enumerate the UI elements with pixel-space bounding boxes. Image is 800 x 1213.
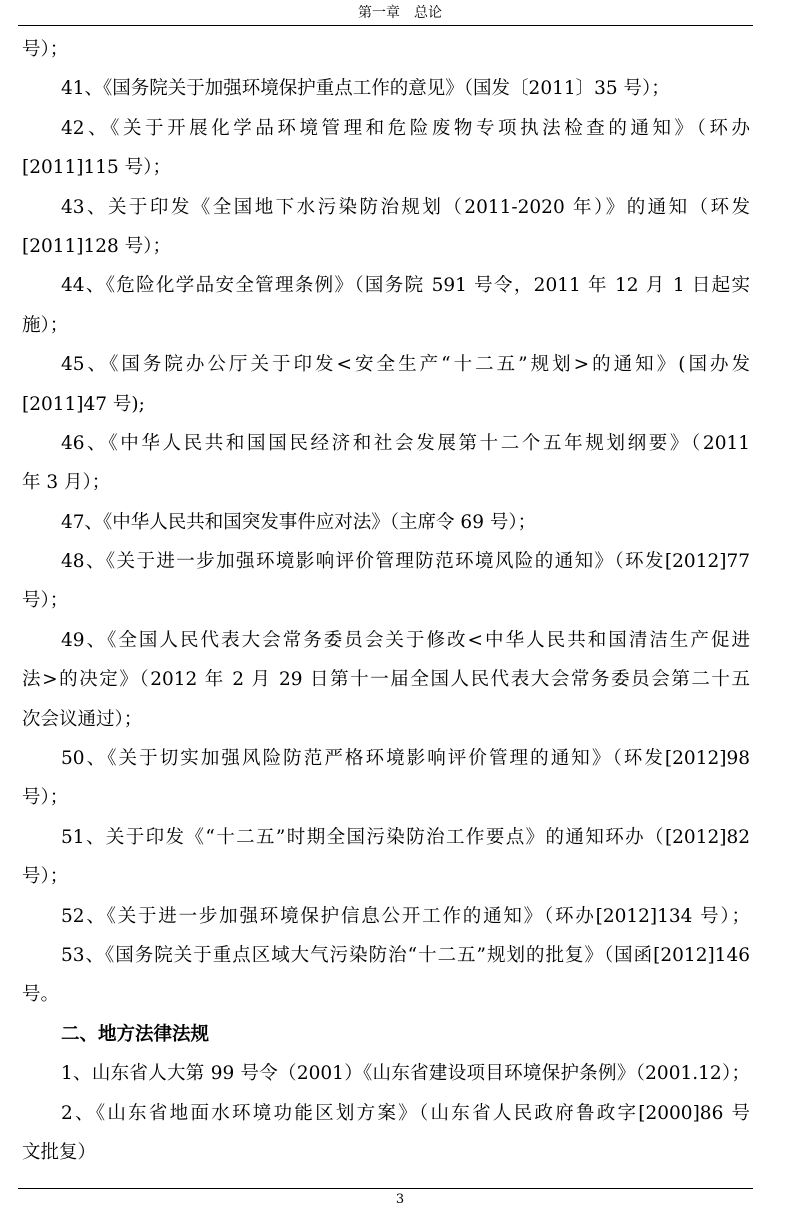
local-regulation-item-2: 2、《山东省地面水环境功能区划方案》（山东省人民政府鲁政字[2000]86 号: [61, 1102, 750, 1124]
text-line: 号。: [22, 984, 60, 1006]
section-heading: 二、地方法律法规: [61, 1023, 210, 1045]
list-item-42: 42、《关于开展化学品环境管理和危险废物专项执法检查的通知》（环办: [61, 117, 750, 139]
list-item-48: 48、《关于进一步加强环境影响评价管理防范环境风险的通知》（环发[2012]77: [61, 551, 750, 573]
list-item-50: 50、《关于切实加强风险防范严格环境影响评价管理的通知》（环发[2012]98: [61, 748, 750, 770]
list-item-51: 51、关于印发《“十二五”时期全国污染防治工作要点》的通知环办（[2012]82: [61, 826, 750, 848]
list-item-47: 47、《中华人民共和国突发事件应对法》（主席令 69 号）；: [61, 511, 537, 533]
list-item-49: 49、《全国人民代表大会常务委员会关于修改<中华人民共和国清洁生产促进: [61, 629, 750, 651]
text-line: 号）；: [22, 39, 69, 60]
list-item-41: 41、《国务院关于加强环境保护重点工作的意见》（国发〔2011〕35 号）；: [61, 78, 670, 100]
text-line: [2011]128 号）；: [22, 235, 171, 257]
header-rule: [18, 25, 753, 26]
local-regulation-item-1: 1、山东省人大第 99 号令（2001）《山东省建设项目环境保护条例》（2001.12）；: [61, 1063, 750, 1085]
footer-rule: [18, 1188, 753, 1189]
list-item-46: 46、《中华人民共和国国民经济和社会发展第十二个五年规划纲要》（2011: [61, 432, 750, 454]
list-item-45: 45、《国务院办公厅关于印发<安全生产“十二五”规划>的通知》(国办发: [61, 354, 750, 376]
text-line: [2011]47 号);: [22, 393, 145, 415]
text-line: 号）；: [22, 787, 69, 809]
list-item-52: 52、《关于进一步加强环境保护信息公开工作的通知》（环办[2012]134 号）；: [61, 905, 750, 927]
text-line: 次会议通过）；: [22, 708, 143, 730]
page-number: 3: [395, 1192, 405, 1207]
text-line: 施）；: [22, 314, 69, 336]
list-item-44: 44、《危险化学品安全管理条例》（国务院 591 号令，2011 年 12 月 1 日起实: [61, 275, 750, 297]
list-item-53: 53、《国务院关于重点区域大气污染防治“十二五”规划的批复》（国函[2012]146: [61, 944, 750, 966]
text-line: 年 3 月）；: [22, 472, 111, 494]
document-body: [22, 30, 750, 1172]
page-header-title: 第一章 总论: [358, 5, 442, 21]
text-line: 号）；: [22, 590, 69, 612]
text-line: 号）；: [22, 866, 69, 888]
list-item-43: 43、关于印发《全国地下水污染防治规划（2011-2020 年）》的通知（环发: [61, 196, 750, 218]
text-line: 文批复）: [22, 1141, 97, 1163]
text-line: [2011]115 号）；: [22, 157, 171, 179]
text-line: 法>的决定》（2012 年 2 月 29 日第十一届全国人民代表大会常务委员会第二十五: [22, 669, 750, 691]
